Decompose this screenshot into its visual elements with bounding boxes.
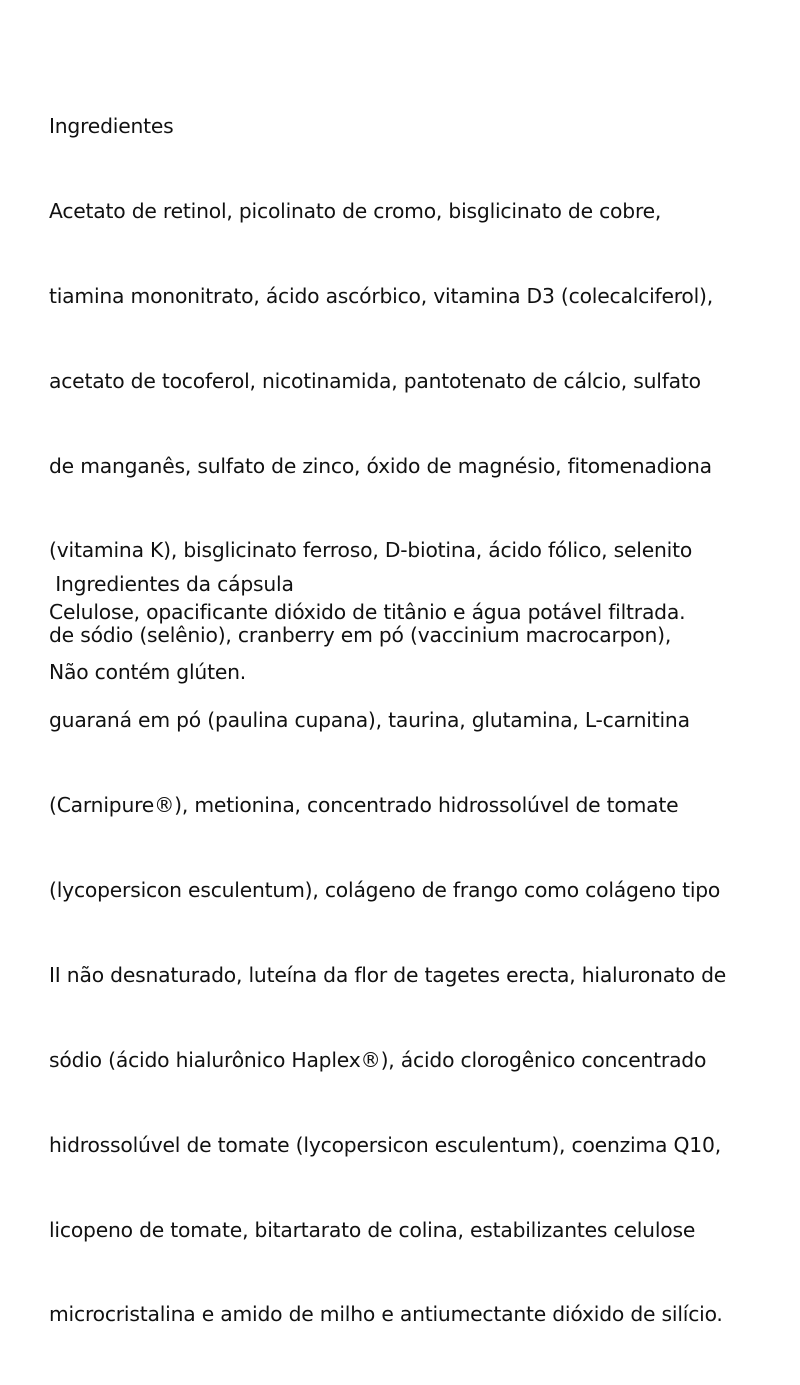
ingredients-line: Acetato de retinol, picolinato de cromo, bisglicinato de cobre,	[49, 198, 662, 223]
gluten-note: Não contém glúten.	[49, 660, 246, 684]
ingredients-line: (lycopersicon esculentum), colágeno de frango como colágeno tipo	[49, 878, 721, 903]
ingredients-line: licopeno de tomate, bitartarato de colina, estabilizantes celulose	[49, 1217, 696, 1242]
capsule-ingredients-heading: Ingredientes da cápsula	[49, 572, 294, 596]
ingredients-line: tiamina mononitrato, ácido ascórbico, vitamina D3 (colecalciferol),	[49, 283, 714, 308]
ingredients-line: guaraná em pó (paulina cupana), taurina, glutamina, L-carnitina	[49, 708, 690, 733]
ingredients-line: de sódio (selênio), cranberry em pó (vaccinium macrocarpon),	[49, 623, 672, 648]
capsule-ingredients-text: Celulose, opacificante dióxido de titânio e água potável filtrada.	[49, 600, 686, 625]
ingredients-line: (Carnipure®), metionina, concentrado hidrossolúvel de tomate	[49, 793, 679, 818]
ingredients-line: de manganês, sulfato de zinco, óxido de magnésio, fitomenadiona	[49, 453, 712, 478]
ingredients-line: acetato de tocoferol, nicotinamida, pantotenato de cálcio, sulfato	[49, 368, 701, 393]
ingredients-line: sódio (ácido hialurônico Haplex®), ácido clorogênico concentrado	[49, 1047, 707, 1072]
ingredients-line: II não desnaturado, luteína da flor de tagetes erecta, hialuronato de	[49, 962, 727, 987]
ingredients-heading: Ingredientes	[49, 114, 174, 138]
ingredients-line: microcristalina e amido de milho e antiumectante dióxido de silício.	[49, 1302, 723, 1327]
ingredients-paragraph	[49, 140, 765, 1385]
ingredients-line: hidrossolúvel de tomate (lycopersicon esculentum), coenzima Q10,	[49, 1132, 721, 1157]
ingredients-line: (vitamina K), bisglicinato ferroso, D-biotina, ácido fólico, selenito	[49, 538, 693, 563]
